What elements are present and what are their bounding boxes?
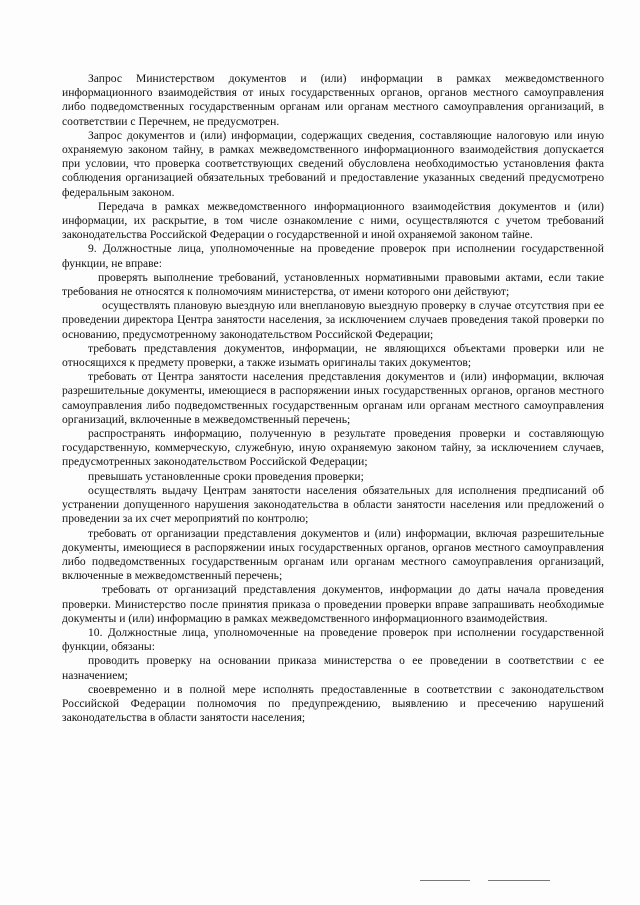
list-item-10-2: своевременно и в полной мере исполнять предоставленные в соответствии с законодательством Российской Федерации полномочия по предупреждению, выявлению и пресечению нарушений законодательства в области занятости населения; <box>62 682 604 725</box>
list-item-9-3: требовать представления документов, информации, не являющихся объектами проверки или не относящихся к предмету проверки, а также изымать оригиналы таких документов; <box>62 341 604 370</box>
paragraph-section-9-heading: 9. Должностные лица, уполномоченные на проведение проверок при исполнении государственной функции, не вправе: <box>62 242 604 270</box>
list-item-9-9: требовать от организаций представления документов, информации до даты начала проведения проверки. Министерство после принятия приказа о проведении проверки вправе запрашивать необходимые документы и (или) информацию в рамках межведомственного информационного взаимодействия. <box>62 583 604 625</box>
list-item-9-4: требовать от Центра занятости населения представления документов и (или) информации, включая разрешительные документы, имеющиеся в распоряжении иных государственных органов, органов местного самоуправления либо подведомственных государственным органам или органам местного самоуправления организаций, включенные в межведомственный перечень; <box>62 370 604 426</box>
scan-artifact-line <box>488 880 550 881</box>
list-item-9-7: осуществлять выдачу Центрам занятости населения обязательных для исполнения предписаний об устранении допущенного нарушения законодательства в области занятости населения или предложений о проведении за их счет мероприятий по контролю; <box>62 483 604 526</box>
paragraph-section-10-heading: 10. Должностные лица, уполномоченные на проведение проверок при исполнении государственной функции, обязаны: <box>62 625 604 654</box>
list-item-9-5: распространять информацию, полученную в результате проведения проверки и составляющую государственную, коммерческую, служебную, иную охраняемую законом тайну, за исключением случаев, предусмотренных законодательством Российской Федерации; <box>62 427 604 469</box>
list-item-9-1: проверять выполнение требований, установленных нормативными правовыми актами, если такие требования не относятся к полномочиям министерства, от имени которого они действуют; <box>62 270 604 299</box>
list-item-9-8: требовать от организации представления документов и (или) информации, включая разрешительные документы, имеющиеся в распоряжении иных государственных органов, органов местного самоуправления либо подведомственных государственным органам или органам местного самоуправления организаций, включенные в межведомственный перечень; <box>62 526 604 583</box>
scan-artifact-line <box>420 880 470 881</box>
list-item-9-2: осуществлять плановую выездную или внеплановую выездную проверку в случае отсутствия при ее проведении директора Центра занятости населения, за исключением случаев проведения такой проверки по основанию, предусмотренному законодательством Российской Федерации; <box>62 299 604 341</box>
paragraph-transfer-disclosure: Передача в рамках межведомственного информационного взаимодействия документов и (или) информации, их раскрытие, в том числе ознакомление с ними, осуществляются с учетом требований законодательства Российской Федерации о государственной и иной охраняемой законом тайне. <box>62 199 604 242</box>
paragraph-interagency-request: Запрос Министерством документов и (или) информации в рамках межведомственного информационного взаимодействия от иных государственных органов, органов местного самоуправления либо подведомственных государственным органам или органам местного самоуправления организаций, в соответствии с Перечнем, не предусмотрен. <box>62 72 604 128</box>
list-item-10-1: проводить проверку на основании приказа министерства о ее проведении в соответствии с ее назначением; <box>62 654 604 682</box>
paragraph-secret-info-request: Запрос документов и (или) информации, содержащих сведения, составляющие налоговую или иную охраняемую законом тайну, в рамках межведомственного информационного взаимодействия допускается при условии, что проверка соответствующих сведений обусловлена необходимостью установления факта соблюдения организацией обязательных требований и предоставление указанных сведений предусмотрено федеральным законом. <box>62 128 604 199</box>
document-body <box>62 72 604 725</box>
list-item-9-6: превышать установленные сроки проведения проверки; <box>88 469 364 483</box>
